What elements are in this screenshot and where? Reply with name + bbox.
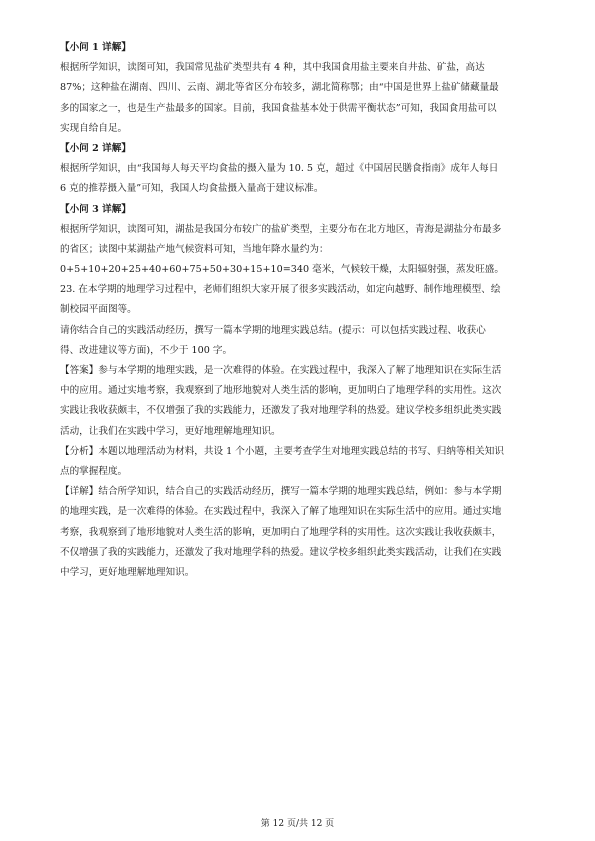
answer-line: 活动，让我们在实践中学习，更好地理解地理知识。 bbox=[60, 425, 281, 437]
question-text-line: 得、改进建议等方面)，不少于 100 字。 bbox=[60, 344, 233, 356]
analysis-section bbox=[60, 442, 547, 482]
question-text-line: 请你结合自己的实践活动经历，撰写一篇本学期的地理实践总结。(提示：可以包括实践过程、收获心 bbox=[60, 324, 486, 336]
page-content bbox=[60, 38, 547, 583]
question-text-line: 23. 在本学期的地理学习过程中，老师们组织大家开展了很多实践活动，如定向越野、制作地理模型、绘 bbox=[60, 284, 501, 296]
detail-line: 【详解】结合所学知识，结合自己的实践活动经历，撰写一篇本学期的地理实践总结，例如：参与本学期 bbox=[60, 486, 502, 498]
answer-line: 实践让我收获颇丰，不仅增强了我的实践能力，还激发了我对地理学科的热爱。建议学校多组织此类实践 bbox=[60, 405, 502, 417]
text-line: 0+5+10+20+25+40+60+75+50+30+15+10=340 毫米，气候较干燥，太阳辐射强，蒸发旺盛。 bbox=[60, 264, 504, 276]
text-line: 实现自给自足。 bbox=[60, 122, 128, 134]
section-heading: 【小问 1 详解】 bbox=[60, 42, 131, 53]
subquestion-2-section bbox=[60, 139, 547, 200]
answer-section bbox=[60, 361, 547, 442]
subquestion-1-section bbox=[60, 38, 547, 139]
text-line: 6 克的推荐摄入量”可知，我国人均食盐摄入量高于建议标准。 bbox=[60, 183, 324, 195]
detail-line: 不仅增强了我的实践能力，还激发了我对地理学科的热爱。建议学校多组织此类实践活动，让我们在实践 bbox=[60, 546, 502, 558]
detail-line: 的地理实践，是一次难得的体验。在实践过程中，我深入了解了地理知识在实际生活中的应用。通过实地 bbox=[60, 506, 502, 518]
page-number-footer: 第 12 页/共 12 页 bbox=[260, 819, 335, 829]
text-line: 根据所学知识，读图可知，我国常见盐矿类型共有 4 种，其中我国食用盐主要来自井盐、矿盐，高达 bbox=[60, 62, 485, 74]
detail-line: 中学习，更好地理解地理知识。 bbox=[60, 566, 195, 578]
detail-line: 考察，我观察到了地形地貌对人类生活的影响，更加明白了地理学科的实用性。这次实践让我收获颇丰， bbox=[60, 526, 502, 538]
analysis-line: 点的掌握程度。 bbox=[60, 465, 128, 477]
text-line: 87%；这种盐在湖南、四川、云南、湖北等省区分布较多，湖北简称鄂；由“中国是世界上盐矿储藏量最 bbox=[60, 82, 499, 94]
text-line: 多的国家之一，也是生产盐最多的国家。目前，我国食盐基本处于供需平衡状态”可知，我国食用盐可以 bbox=[60, 102, 497, 114]
question-23 bbox=[60, 280, 547, 361]
text-line: 根据所学知识，由“我国每人每天平均食盐的摄入量为 10. 5 克，超过《中国居民膳食指南》成年人每日 bbox=[60, 163, 499, 175]
section-heading: 【小问 2 详解】 bbox=[60, 142, 131, 154]
subquestion-3-section bbox=[60, 200, 547, 281]
text-line: 的省区；读图中某湖盐产地气候资料可知，当地年降水量约为： bbox=[60, 243, 329, 255]
detail-section bbox=[60, 482, 547, 583]
section-heading: 【小问 3 详解】 bbox=[60, 203, 131, 215]
answer-line: 【答案】参与本学期的地理实践，是一次难得的体验。在实践过程中，我深入了解了地理知识在实际生活 bbox=[60, 365, 502, 376]
analysis-line: 【分析】本题以地理活动为材料，共设 1 个小题，主要考查学生对地理实践总结的书写、归纳等相关知识 bbox=[60, 445, 504, 457]
answer-line: 中的应用。通过实地考察，我观察到了地形地貌对人类生活的影响，更加明白了地理学科的实用性。这次 bbox=[60, 385, 502, 397]
question-text-line: 制校园平面图等。 bbox=[60, 304, 137, 316]
text-line: 根据所学知识，读图可知，湖盐是我国分布较广的盐矿类型，主要分布在北方地区，青海是湖盐分布最多 bbox=[60, 223, 502, 235]
